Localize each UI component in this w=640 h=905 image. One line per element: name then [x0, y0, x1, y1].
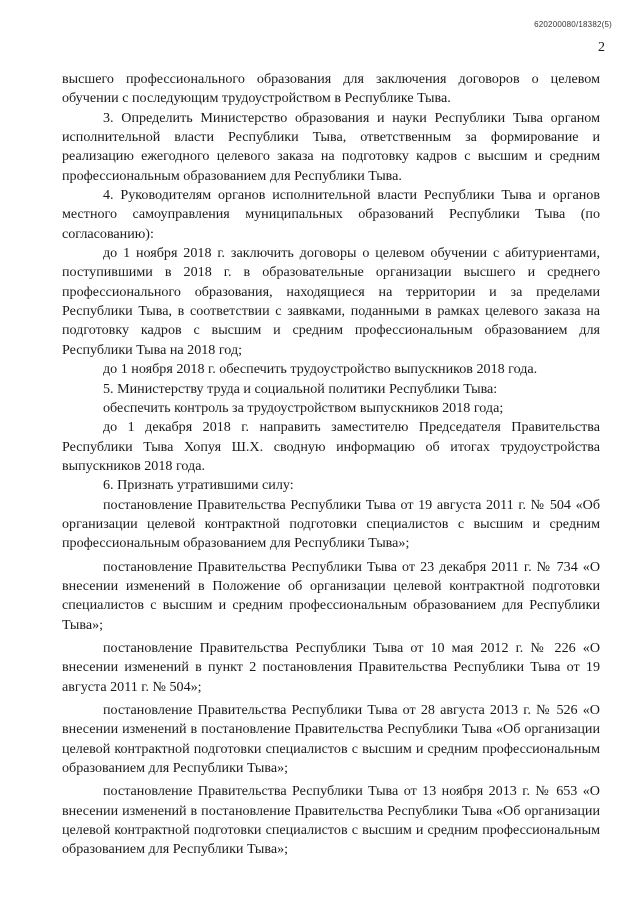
- repealed-resolution-734: постановление Правительства Республики Тыва от 23 декабря 2011 г. № 734 «О внесении изменений в Положение об организации целевой контрактной подготовки специалистов с высшим и средним профессиональным образованием для Республики Тыва»;: [62, 558, 600, 633]
- repealed-resolution-226: постановление Правительства Республики Тыва от 10 мая 2012 г. № 226 «О внесении изменений в пункт 2 постановления Правительства Республики Тыва от 19 августа 2011 г. № 504»;: [62, 639, 600, 695]
- paragraph-continuation: высшего профессионального образования для заключения договоров о целевом обучении с последующим трудоустройством в Республике Тыва.: [62, 71, 600, 107]
- paragraph-item-4: 4. Руководителям органов исполнительной власти Республики Тыва и органов местного самоуправления муниципальных образований Республики Тыва (по согласованию):: [62, 187, 600, 242]
- paragraph-item-6: 6. Признать утратившими силу:: [103, 477, 294, 494]
- paragraph-item-5-report: до 1 декабря 2018 г. направить заместителю Председателя Правительства Республики Тыва Хопуя Ш.Х. сводную информацию об итогах трудоустройства выпускников 2018 года.: [62, 419, 600, 474]
- document-registration-number: 620200080/18382(5): [534, 20, 612, 29]
- repealed-resolution-653: постановление Правительства Республики Тыва от 13 ноября 2013 г. № 653 «О внесении изменений в постановление Правительства Республики Тыва «Об организации целевой контрактной подготовки специалистов с высшим и средним профессиональным образованием для Республики Тыва»;: [62, 783, 600, 858]
- paragraph-item-4-contracts: до 1 ноября 2018 г. заключить договоры о целевом обучении с абитуриентами, поступившими в 2018 г. в образовательные организации высшего и среднего профессионального образования, находящиеся на территории и за пределами Республики Тыва, в соответствии с заявками, поданными в рамках целевого заказа на подготовку кадров с высшим и средним профессиональным образованием для Республики Тыва на 2018 год;: [62, 245, 600, 358]
- document-body: [62, 70, 600, 860]
- repealed-resolution-526: постановление Правительства Республики Тыва от 28 августа 2013 г. № 526 «О внесении изменений в постановление Правительства Республики Тыва «Об организации целевой контрактной подготовки специалистов с высшим и средним профессиональным образованием для Республики Тыва»;: [62, 702, 600, 777]
- paragraph-item-5: 5. Министерству труда и социальной политики Республики Тыва:: [103, 380, 498, 397]
- paragraph-item-5-control: обеспечить контроль за трудоустройством выпускников 2018 года;: [103, 399, 504, 416]
- paragraph-item-3: 3. Определить Министерство образования и науки Республики Тыва органом исполнительной власти Республики Тыва, ответственным за формирование и реализацию ежегодного целевого заказа на подготовку кадров с высшим и средним профессиональным образованием для Республики Тыва.: [62, 109, 600, 184]
- paragraph-item-4-employment: до 1 ноября 2018 г. обеспечить трудоустройство выпускников 2018 года.: [103, 361, 538, 378]
- page-number: 2: [598, 40, 605, 55]
- repealed-resolution-504: постановление Правительства Республики Тыва от 19 августа 2011 г. № 504 «Об организации целевой контрактной подготовки специалистов с высшим и средним профессиональным образованием для Республики Тыва»;: [62, 496, 600, 552]
